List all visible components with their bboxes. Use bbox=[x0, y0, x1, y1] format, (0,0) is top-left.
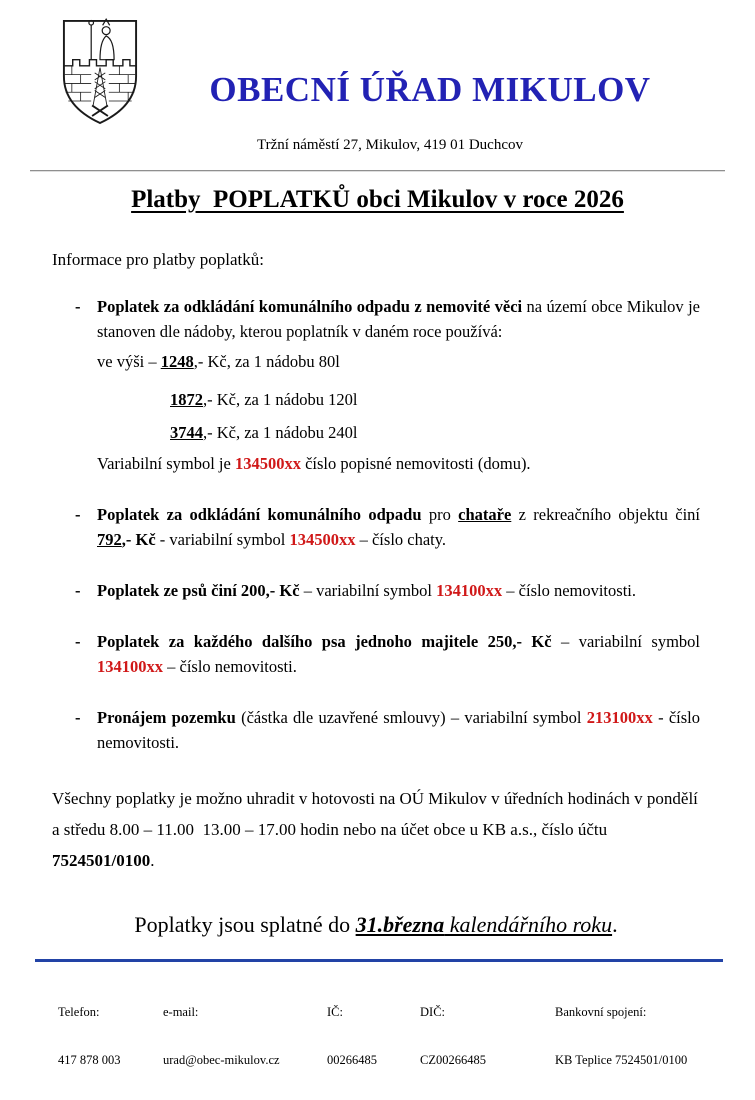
fee-rate-80l: ve výši – 1248,- Kč, za 1 nádobu 80l bbox=[97, 352, 340, 371]
footer-email-value: urad@obec-mikulov.cz bbox=[163, 1053, 280, 1067]
footer-dic-value: CZ00266485 bbox=[420, 1053, 486, 1067]
fee-text: Poplatek za odkládání komunálního odpadu z nemovité věci na území obce Mikulov je stanoven dle nádoby, kterou poplatník v daném roce používá: bbox=[97, 297, 700, 341]
fee-text: Pronájem pozemku (částka dle uzavřené smlouvy) – variabilní symbol 213100xx - číslo nemovitosti. bbox=[97, 708, 700, 752]
org-name: OBECNÍ ÚŘAD MIKULOV bbox=[209, 70, 651, 109]
document-body bbox=[52, 294, 703, 938]
intro-line: Informace pro platby poplatků: bbox=[52, 250, 264, 269]
fee-item-waste-cottage bbox=[52, 502, 700, 552]
fee-text: Poplatek za odkládání komunálního odpadu pro chataře z rekreačního objektu činí 792,- Kč - variabilní symbol 134500xx – číslo chaty. bbox=[97, 505, 700, 549]
fee-rate-120l: 1872,- Kč, za 1 nádobu 120l bbox=[170, 390, 358, 409]
payment-info: Všechny poplatky je možno uhradit v hotovosti na OÚ Mikulov v úředních hodinách v pondělí a středu 8.00 – 11.00 13.00 – 17.00 hodin nebo na účet obce u KB a.s., číslo účtu 7524501/0100. bbox=[52, 789, 703, 870]
footer-email bbox=[163, 972, 280, 1100]
bullet-dash: - bbox=[75, 581, 81, 600]
footer-divider bbox=[35, 959, 723, 962]
variable-symbol-note: Variabilní symbol je 134500xx číslo popisné nemovitosti (domu). bbox=[97, 454, 531, 473]
fee-text: Poplatek za každého dalšího psa jednoho majitele 250,- Kč – variabilní symbol 134100xx – číslo nemovitosti. bbox=[97, 632, 700, 676]
footer-phone bbox=[58, 972, 121, 1100]
fee-item-land-lease bbox=[52, 705, 700, 755]
bullet-dash: - bbox=[75, 297, 81, 316]
bullet-dash: - bbox=[75, 505, 81, 524]
footer-ic bbox=[327, 972, 377, 1100]
footer-ic-label: IČ: bbox=[327, 1005, 343, 1019]
fee-item-additional-dog bbox=[52, 629, 700, 679]
footer-bank-label: Bankovní spojení: bbox=[555, 1005, 647, 1019]
header-divider bbox=[30, 170, 725, 172]
footer-dic bbox=[420, 972, 486, 1100]
footer-ic-value: 00266485 bbox=[327, 1053, 377, 1067]
bullet-dash: - bbox=[75, 632, 81, 651]
fee-rate-240l: 3744,- Kč, za 1 nádobu 240l bbox=[170, 423, 358, 442]
org-address: Tržní náměstí 27, Mikulov, 419 01 Duchcov bbox=[257, 137, 523, 153]
footer-bank-value: KB Teplice 7524501/0100 bbox=[555, 1053, 688, 1067]
document-title: Platby POPLATKŮ obci Mikulov v roce 2026 bbox=[131, 186, 624, 213]
footer-dic-label: DIČ: bbox=[420, 1005, 445, 1019]
footer-phone-label: Telefon: bbox=[58, 1005, 100, 1019]
bullet-dash: - bbox=[75, 708, 81, 727]
fee-item-dog bbox=[52, 578, 700, 603]
footer-email-label: e-mail: bbox=[163, 1005, 199, 1019]
due-date-line: Poplatky jsou splatné do 31.března kalendářního roku. bbox=[134, 912, 618, 937]
footer-phone-value: 417 878 003 bbox=[58, 1053, 121, 1067]
footer-bank bbox=[555, 972, 687, 1100]
fee-item-waste-residence bbox=[52, 294, 700, 476]
fee-text: Poplatek ze psů činí 200,- Kč – variabilní symbol 134100xx – číslo nemovitosti. bbox=[97, 581, 636, 600]
